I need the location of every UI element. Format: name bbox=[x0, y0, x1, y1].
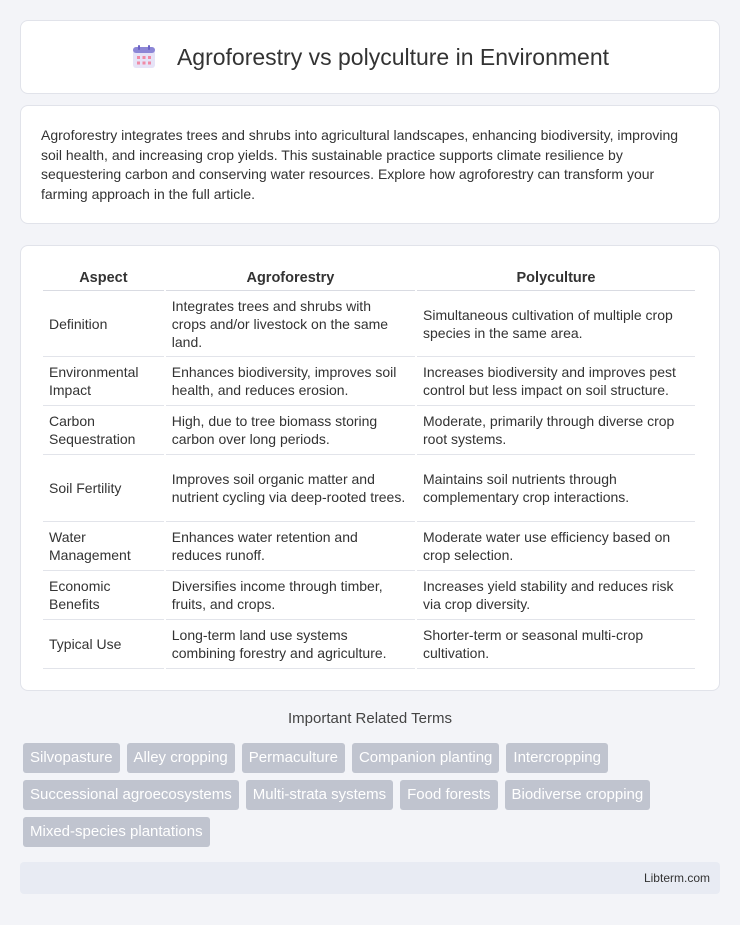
cell-polyculture: Moderate water use efficiency based on crop selection. bbox=[417, 522, 695, 571]
table-row bbox=[43, 455, 695, 522]
footer-site-link[interactable]: Libterm.com bbox=[643, 871, 710, 885]
cell-polyculture: Increases biodiversity and improves pest control but less impact on soil structure. bbox=[417, 357, 695, 406]
cell-agroforestry: Improves soil organic matter and nutrient cycling via deep-rooted trees. bbox=[166, 455, 415, 522]
cell-agroforestry: Long-term land use systems combining forestry and agriculture. bbox=[166, 620, 415, 669]
tag-mixed-species-plantations[interactable]: Mixed-species plantations bbox=[23, 817, 210, 847]
table-header-row bbox=[43, 266, 695, 291]
cell-polyculture: Maintains soil nutrients through complementary crop interactions. bbox=[417, 455, 695, 522]
tag-food-forests[interactable]: Food forests bbox=[400, 780, 497, 810]
tag-intercropping[interactable]: Intercropping bbox=[506, 743, 608, 773]
cell-polyculture: Simultaneous cultivation of multiple crop species in the same area. bbox=[417, 291, 695, 357]
header-polyculture: Polyculture bbox=[417, 266, 695, 291]
tag-alley-cropping[interactable]: Alley cropping bbox=[127, 743, 235, 773]
tag-permaculture[interactable]: Permaculture bbox=[242, 743, 345, 773]
tag-successional-agroecosystems[interactable]: Successional agroecosystems bbox=[23, 780, 239, 810]
cell-aspect: Economic Benefits bbox=[43, 571, 164, 620]
table-row bbox=[43, 522, 695, 571]
table-row bbox=[43, 406, 695, 455]
related-terms-title: Important Related Terms bbox=[288, 710, 452, 727]
tag-biodiverse-cropping[interactable]: Biodiverse cropping bbox=[505, 780, 651, 810]
tag-silvopasture[interactable]: Silvopasture bbox=[23, 743, 120, 773]
cell-polyculture: Shorter-term or seasonal multi-crop cultivation. bbox=[417, 620, 695, 669]
table-row bbox=[43, 571, 695, 620]
comparison-table-card bbox=[20, 245, 720, 691]
cell-agroforestry: Integrates trees and shrubs with crops and/or livestock on the same land. bbox=[166, 291, 415, 357]
cell-aspect: Soil Fertility bbox=[43, 455, 164, 522]
header-aspect: Aspect bbox=[43, 266, 164, 291]
tag-multi-strata-systems[interactable]: Multi-strata systems bbox=[246, 780, 393, 810]
cell-polyculture: Increases yield stability and reduces risk via crop diversity. bbox=[417, 571, 695, 620]
page-title: Agroforestry vs polyculture in Environment bbox=[176, 43, 610, 70]
calendar-grid-icon bbox=[131, 44, 157, 70]
cell-agroforestry: Diversifies income through timber, fruits, and crops. bbox=[166, 571, 415, 620]
cell-aspect: Water Management bbox=[43, 522, 164, 571]
cell-agroforestry: Enhances water retention and reduces runoff. bbox=[166, 522, 415, 571]
cell-aspect: Typical Use bbox=[43, 620, 164, 669]
cell-agroforestry: Enhances biodiversity, improves soil health, and reduces erosion. bbox=[166, 357, 415, 406]
comparison-table bbox=[41, 266, 697, 669]
header-card bbox=[20, 20, 720, 94]
cell-agroforestry: High, due to tree biomass storing carbon over long periods. bbox=[166, 406, 415, 455]
table-row bbox=[43, 291, 695, 357]
cell-aspect: Environmental Impact bbox=[43, 357, 164, 406]
table-row bbox=[43, 620, 695, 669]
intro-text: Agroforestry integrates trees and shrubs into agricultural landscapes, enhancing biodiversity, improving soil health, and increasing crop yields. This sustainable practice supports climate resilience by sequestering carbon and conserving water resources. Explore how agroforestry can transform your farming approach in the full article. bbox=[41, 127, 679, 202]
related-terms-list bbox=[23, 743, 723, 854]
intro-card bbox=[20, 105, 720, 224]
cell-polyculture: Moderate, primarily through diverse crop root systems. bbox=[417, 406, 695, 455]
cell-aspect: Definition bbox=[43, 291, 164, 357]
header-agroforestry: Agroforestry bbox=[166, 266, 415, 291]
table-row bbox=[43, 357, 695, 406]
tag-companion-planting[interactable]: Companion planting bbox=[352, 743, 499, 773]
cell-aspect: Carbon Sequestration bbox=[43, 406, 164, 455]
footer bbox=[20, 862, 720, 894]
